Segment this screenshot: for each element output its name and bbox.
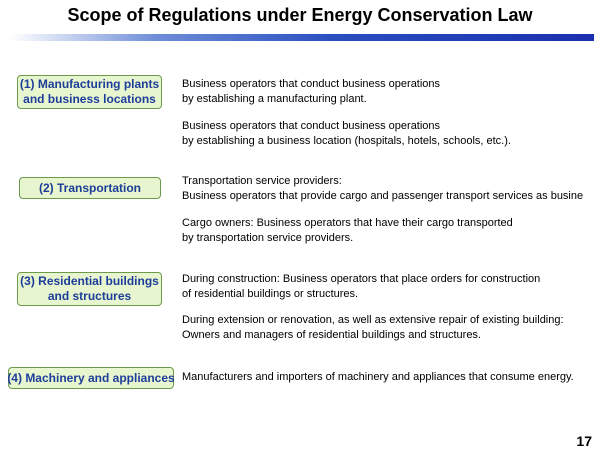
- description-line: by establishing a manufacturing plant.: [182, 93, 367, 105]
- description-line: Owners and managers of residential buildings and structures.: [182, 329, 481, 341]
- category-label-line: and structures: [47, 289, 132, 303]
- description-line: of residential buildings or structures.: [182, 288, 359, 300]
- description-block: [182, 119, 511, 149]
- description-line: During extension or renovation, as well as extensive repair of existing building:: [182, 314, 564, 326]
- category-label-line: (1) Manufacturing plants: [19, 77, 160, 91]
- description-block: [182, 77, 440, 107]
- category-label-machinery-appliances: [8, 367, 174, 389]
- description-block: [182, 272, 540, 302]
- category-label-line: (2) Transportation: [38, 180, 141, 195]
- title-underline-bar: [10, 34, 594, 41]
- category-label-transportation: [19, 177, 161, 199]
- description-line: Business operators that conduct business operations: [182, 120, 441, 132]
- description-line: Cargo owners: Business operators that have their cargo transported: [182, 217, 513, 229]
- category-label-line: (3) Residential buildings: [20, 274, 159, 288]
- description-line: Business operators that provide cargo and passenger transport services as busine: [182, 190, 584, 202]
- description-line: by establishing a business location (hospitals, hotels, schools, etc.).: [182, 135, 511, 147]
- description-block: [182, 216, 513, 246]
- slide-title: Scope of Regulations under Energy Conservation Law: [67, 5, 533, 25]
- description-line: Business operators that conduct business operations: [182, 78, 441, 90]
- description-line: by transportation service providers.: [182, 232, 354, 244]
- category-label-line: and business locations: [23, 92, 156, 106]
- category-label-residential-buildings: [17, 272, 162, 306]
- category-label-line: (4) Machinery and appliances: [7, 370, 175, 385]
- description-block: [182, 313, 564, 343]
- description-line: During construction: Business operators that place orders for construction: [182, 273, 541, 285]
- description-block: [182, 370, 574, 385]
- description-line: Manufacturers and importers of machinery and appliances that consume energy.: [182, 371, 574, 383]
- description-block: [182, 174, 600, 204]
- category-label-manufacturing: [17, 75, 162, 109]
- description-line: Transportation service providers:: [182, 175, 342, 187]
- page-number: 17: [576, 433, 592, 449]
